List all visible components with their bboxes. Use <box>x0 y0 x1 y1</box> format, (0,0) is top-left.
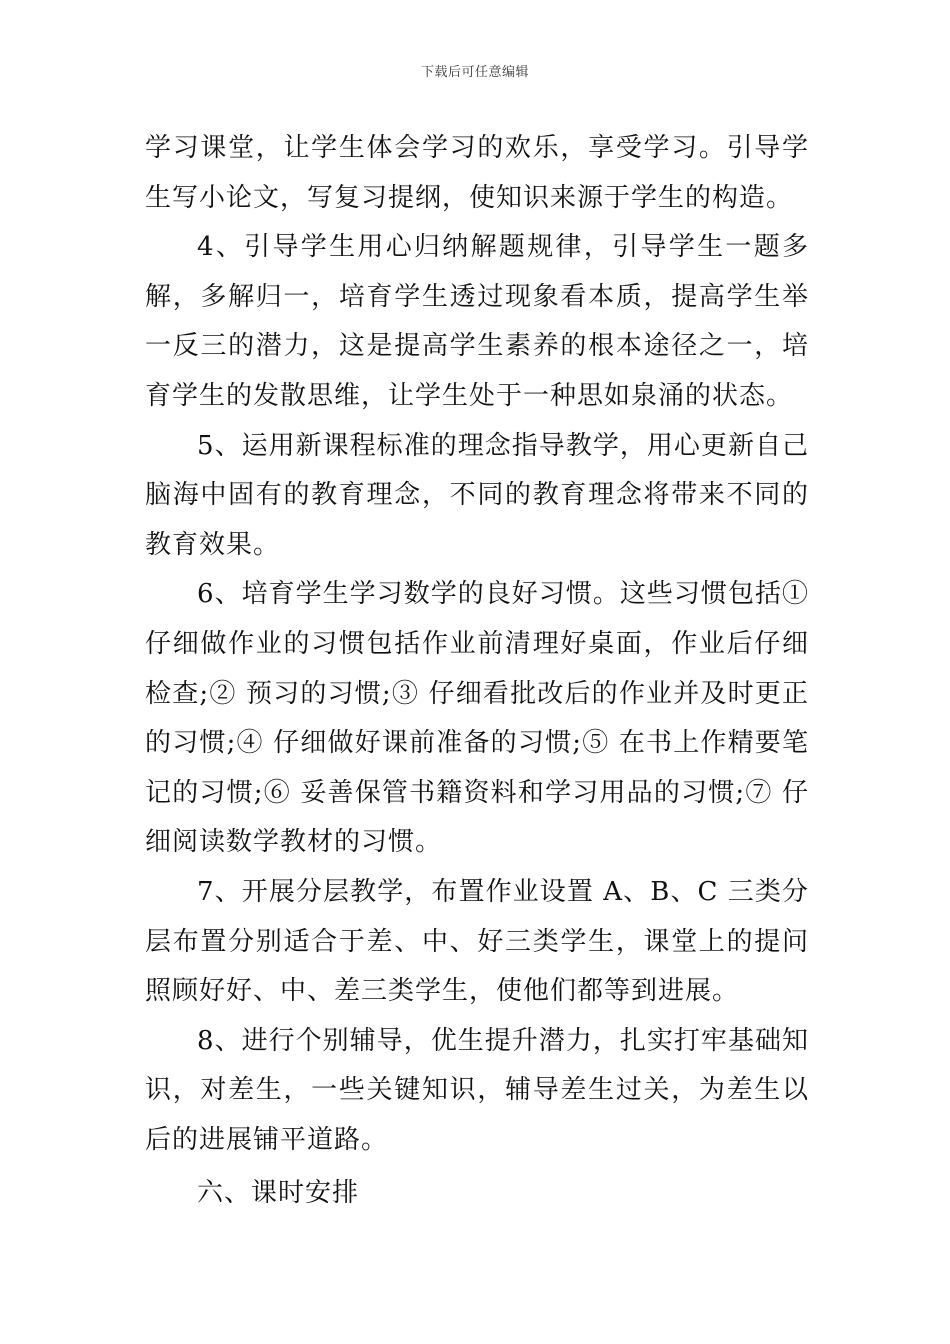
paragraph-continuation: 学习课堂，让学生体会学习的欢乐，享受学习。引导学生写小论文，写复习提纲，使知识来源于学生的构造。 <box>145 133 809 213</box>
paragraph-item-5: 5、运用新课程标准的理念指导教学，用心更新自己脑海中固有的教育理念，不同的教育理念将带来不同的教育效果。 <box>145 430 809 560</box>
paragraph-item-4: 4、引导学生用心归纳解题规律，引导学生一题多解，多解归一，培育学生透过现象看本质，提高学生举一反三的潜力，这是提高学生素养的根本途径之一，培育学生的发散思维，让学生处于一种思如泉涌的状态。 <box>145 232 809 411</box>
paragraph-item-7: 7、开展分层教学，布置作业设置 A、B、C 三类分层布置分别适合于差、中、好三类学生，课堂上的提问照顾好好、中、差三类学生，使他们都等到进展。 <box>145 876 809 1007</box>
section-heading: 六、课时安排 <box>197 1178 360 1209</box>
document-body <box>145 124 809 1219</box>
paragraph-item-8: 8、进行个别辅导，优生提升潜力，扎实打牢基础知识，对差生，一些关键知识，辅导差生过关，为差生以后的进展铺平道路。 <box>145 1025 809 1155</box>
page-header: 下载后可任意编辑 <box>420 65 529 80</box>
paragraph-item-6: 6、培育学生学习数学的良好习惯。这些习惯包括①仔细做作业的习惯包括作业前清理好桌面，作业后仔细检查;② 预习的习惯;③ 仔细看批改后的作业并及时更正的习惯;④ 仔细做好课前准备的习惯;⑤ 在书上作精要笔记的习惯;⑥ 妥善保管书籍资料和学习用品的习惯;⑦ 仔细阅读数学教材的习惯。 <box>145 579 809 858</box>
